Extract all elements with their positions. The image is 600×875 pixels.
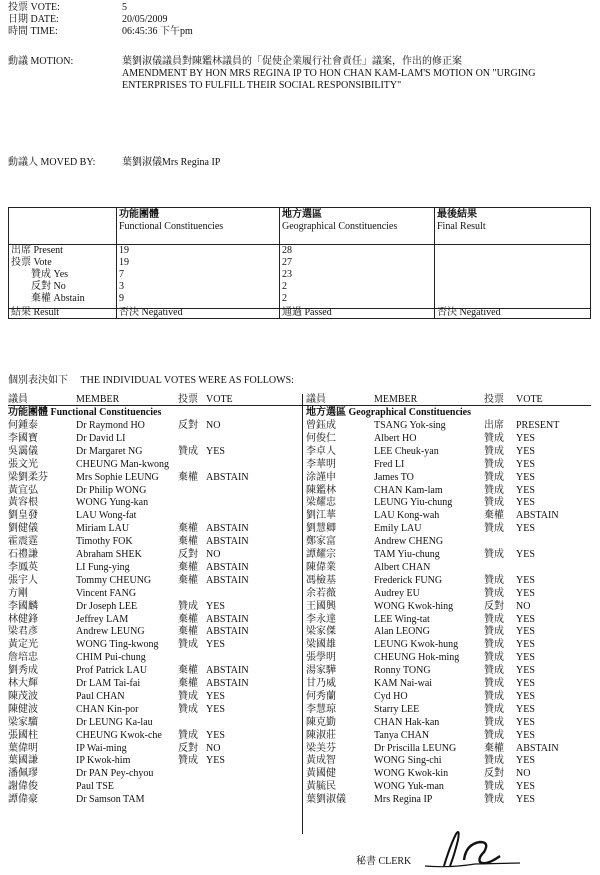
member-name-en: Paul CHAN <box>76 690 125 702</box>
vote-zh: 贊成 <box>484 781 504 793</box>
vote-zh: 反對 <box>178 420 198 431</box>
member-name-en: Dr David LI <box>76 432 126 444</box>
member-name-zh: 霍震霆 <box>8 536 38 548</box>
vote-en: YES <box>516 458 535 470</box>
row-present-gc: 28 <box>282 245 292 256</box>
vote-en: ABSTAIN <box>206 523 249 535</box>
member-name-en: Dr Philip WONG <box>76 484 147 496</box>
vote-en: NO <box>206 420 221 431</box>
member-name-en: WONG Ting-kwong <box>76 639 159 651</box>
summary-table <box>8 207 591 319</box>
member-name-en: Albert CHAN <box>374 561 431 573</box>
member-name-zh: 梁家騮 <box>8 716 38 728</box>
vote-zh: 贊成 <box>484 523 504 535</box>
member-name-zh: 謝偉俊 <box>8 781 38 793</box>
vote-zh: 贊成 <box>484 587 504 599</box>
hdr-vote: VOTE <box>206 394 233 405</box>
member-name-zh: 陳偉業 <box>306 561 336 573</box>
vote-en: NO <box>516 600 531 612</box>
member-name-zh: 劉秀成 <box>8 665 38 677</box>
member-name-en: Miriam LAU <box>76 523 130 535</box>
hdr-member-zh: 議員 <box>306 394 326 405</box>
vote-zh: 棄權 <box>178 561 198 573</box>
member-name-en: Timothy FOK <box>76 536 133 548</box>
member-name-en: Andrew LEUNG <box>76 626 145 638</box>
vote-en: ABSTAIN <box>206 574 249 586</box>
hdr-member-zh: 議員 <box>8 394 28 405</box>
vote-zh: 贊成 <box>484 794 504 806</box>
member-name-zh: 黃宜弘 <box>8 484 38 496</box>
member-name-zh: 李鳳英 <box>8 561 38 573</box>
member-name-en: WONG Sing-chi <box>374 755 442 767</box>
member-name-zh: 張國柱 <box>8 729 38 741</box>
vote-en: NO <box>206 742 221 754</box>
member-name-en: Dr Samson TAM <box>76 794 145 806</box>
vote-en: YES <box>516 445 535 457</box>
member-name-zh: 葉國謙 <box>8 755 38 767</box>
vote-zh: 贊成 <box>178 639 198 651</box>
hdr-vote-zh: 投票 <box>178 394 198 405</box>
clerk-signature <box>420 826 530 872</box>
vote-en: YES <box>516 794 535 806</box>
member-name-zh: 李華明 <box>306 458 336 470</box>
vote-en: ABSTAIN <box>206 536 249 548</box>
row-present-label: 出席 Present <box>11 245 63 256</box>
vote-en: ABSTAIN <box>206 613 249 625</box>
date-label: 日期 DATE: <box>8 14 59 25</box>
vote-en: YES <box>516 587 535 599</box>
member-name-en: Prof Patrick LAU <box>76 665 148 677</box>
vote-zh: 棄權 <box>178 574 198 586</box>
member-name-zh: 吳靄儀 <box>8 445 38 457</box>
vote-en: YES <box>516 613 535 625</box>
member-name-zh: 張文光 <box>8 458 38 470</box>
member-name-en: Albert HO <box>374 432 417 444</box>
member-name-en: Dr Raymond HO <box>76 420 145 431</box>
member-name-zh: 陳茂波 <box>8 690 38 702</box>
result-fc: 否決 Negatived <box>119 307 183 318</box>
member-name-en: Emily LAU <box>374 523 422 535</box>
mover-label: 動議人 MOVED BY: <box>8 157 96 168</box>
result-final: 否決 Negatived <box>437 307 501 318</box>
member-name-zh: 余若薇 <box>306 587 336 599</box>
row-vote-label: 投票 Vote <box>11 257 52 268</box>
member-name-en: WONG Kwok-hing <box>374 600 454 612</box>
vote-zh: 反對 <box>484 768 504 780</box>
member-name-en: WONG Kwok-kin <box>374 768 449 780</box>
vote-en: YES <box>516 626 535 638</box>
member-name-en: Mrs Regina IP <box>374 794 433 806</box>
member-name-en: WONG Yung-kan <box>76 497 149 509</box>
vote-zh: 贊成 <box>484 703 504 715</box>
member-name-zh: 張宇人 <box>8 574 38 586</box>
result-gc: 通過 Passed <box>282 307 332 318</box>
hdr-member: MEMBER <box>374 394 418 405</box>
vote-en: NO <box>206 549 221 560</box>
member-name-zh: 鄭家富 <box>306 536 336 548</box>
row-no-gc: 2 <box>282 281 287 292</box>
gc-section-title: 地方選區 Geographical Constituencies <box>306 407 471 418</box>
member-name-en: Starry LEE <box>374 703 420 715</box>
vote-zh: 贊成 <box>484 471 504 483</box>
vote-en: YES <box>206 690 225 702</box>
vote-label: 投票 VOTE: <box>8 2 60 13</box>
row-no-label: 反對 No <box>31 281 66 292</box>
member-name-en: LEUNG Kwok-hung <box>374 639 459 651</box>
vote-zh: 反對 <box>178 742 198 754</box>
vote-en: YES <box>206 639 225 651</box>
member-name-en: Jeffrey LAM <box>76 613 129 625</box>
row-yes-label: 贊成 Yes <box>31 269 69 280</box>
vote-zh: 贊成 <box>484 678 504 689</box>
vote-zh: 贊成 <box>484 690 504 702</box>
vote-en: YES <box>516 471 535 483</box>
member-name-en: Audrey EU <box>374 587 420 599</box>
member-name-zh: 譚耀宗 <box>306 549 336 560</box>
col-gc-zh: 地方選區 <box>282 209 322 220</box>
motion-title-en-line1: AMENDMENT BY HON MRS REGINA IP TO HON CHAN KAM-LAM'S MOTION ON "URGING <box>122 68 536 79</box>
hdr-vote: VOTE <box>516 394 543 405</box>
member-name-en: Cyd HO <box>374 690 408 702</box>
member-name-en: Abraham SHEK <box>76 549 142 560</box>
member-name-en: Paul TSE <box>76 781 114 793</box>
vote-en: YES <box>516 432 535 444</box>
fc-section-title: 功能團體 Functional Constituencies <box>8 407 162 418</box>
row-abstain-label: 棄權 Abstain <box>31 293 85 304</box>
vote-en: YES <box>516 652 535 664</box>
row-vote-fc: 19 <box>119 257 129 268</box>
member-name-zh: 葉劉淑儀 <box>306 794 346 806</box>
member-name-zh: 林健鋒 <box>8 613 38 625</box>
member-name-zh: 李國麟 <box>8 600 38 612</box>
member-name-zh: 李永達 <box>306 613 336 625</box>
member-name-en: LI Fung-ying <box>76 561 130 573</box>
vote-en: YES <box>516 781 535 793</box>
member-name-zh: 陳淑莊 <box>306 729 336 741</box>
vote-zh: 贊成 <box>178 755 198 767</box>
member-name-zh: 湯家驊 <box>306 665 336 677</box>
vote-zh: 贊成 <box>484 484 504 496</box>
member-name-en: Dr PAN Pey-chyou <box>76 768 154 780</box>
row-yes-fc: 7 <box>119 269 124 280</box>
member-name-en: KAM Nai-wai <box>374 678 433 689</box>
date-value: 20/05/2009 <box>122 14 168 25</box>
vote-zh: 贊成 <box>484 574 504 586</box>
vote-en: PRESENT <box>516 420 560 431</box>
vote-en: YES <box>206 729 225 741</box>
vote-zh: 贊成 <box>178 690 198 702</box>
vote-zh: 棄權 <box>484 742 504 754</box>
vote-en: YES <box>516 639 535 651</box>
member-name-zh: 葉偉明 <box>8 742 38 754</box>
vote-en: YES <box>516 755 535 767</box>
member-name-en: CHAN Hak-kan <box>374 716 440 728</box>
vote-en: YES <box>516 703 535 715</box>
vote-en: YES <box>206 755 225 767</box>
vote-zh: 贊成 <box>484 458 504 470</box>
member-name-zh: 黃國健 <box>306 768 336 780</box>
member-name-zh: 潘佩璆 <box>8 768 38 780</box>
vote-en: YES <box>516 729 535 741</box>
mover-value: 葉劉淑儀Mrs Regina IP <box>122 157 221 168</box>
member-name-zh: 李慧琼 <box>306 703 336 715</box>
member-name-zh: 何鍾泰 <box>8 420 38 431</box>
vote-zh: 贊成 <box>484 716 504 728</box>
vote-zh: 贊成 <box>484 549 504 560</box>
member-name-zh: 梁家傑 <box>306 626 336 638</box>
member-name-zh: 劉江華 <box>306 510 336 522</box>
row-present-fc: 19 <box>119 245 129 256</box>
member-name-en: IP Kwok-him <box>76 755 131 767</box>
member-name-zh: 張學明 <box>306 652 336 664</box>
vote-zh: 贊成 <box>178 703 198 715</box>
vote-en: YES <box>516 678 535 689</box>
vote-zh: 贊成 <box>484 626 504 638</box>
member-name-en: LEE Wing-tat <box>374 613 430 625</box>
individual-votes-intro: 個別表決如下 THE INDIVIDUAL VOTES WERE AS FOLLOWS: <box>8 375 294 386</box>
member-name-en: Dr LEUNG Ka-lau <box>76 716 153 728</box>
member-name-zh: 劉健儀 <box>8 523 38 535</box>
row-abstain-fc: 9 <box>119 293 124 304</box>
vote-en: YES <box>516 665 535 677</box>
vote-en: YES <box>516 523 535 535</box>
member-name-zh: 梁君彥 <box>8 626 38 638</box>
member-name-en: CHEUNG Kwok-che <box>76 729 162 741</box>
vote-zh: 贊成 <box>484 652 504 664</box>
member-name-zh: 陳鑑林 <box>306 484 336 496</box>
member-name-zh: 陳克勤 <box>306 716 336 728</box>
hdr-vote-zh: 投票 <box>484 394 504 405</box>
vote-zh: 出席 <box>484 420 504 431</box>
member-name-en: Dr LAM Tai-fai <box>76 678 141 689</box>
member-name-zh: 甘乃威 <box>306 678 336 689</box>
member-name-zh: 曾鈺成 <box>306 420 336 431</box>
vote-en: ABSTAIN <box>516 742 559 754</box>
member-name-en: Alan LEONG <box>374 626 430 638</box>
member-name-zh: 梁國雄 <box>306 639 336 651</box>
vote-number: 5 <box>122 2 127 13</box>
member-name-en: CHEUNG Man-kwong <box>76 458 170 470</box>
vote-en: YES <box>516 497 535 509</box>
row-no-fc: 3 <box>119 281 124 292</box>
member-name-en: CHAN Kam-lam <box>374 484 443 496</box>
member-name-en: CHEUNG Hok-ming <box>374 652 460 664</box>
vote-zh: 反對 <box>178 549 198 560</box>
vote-en: YES <box>206 703 225 715</box>
col-fc-zh: 功能團體 <box>119 209 159 220</box>
vote-zh: 棄權 <box>178 613 198 625</box>
member-name-zh: 劉皇發 <box>8 510 38 522</box>
member-name-zh: 黃容根 <box>8 497 38 509</box>
member-name-zh: 涂謹申 <box>306 471 336 483</box>
member-name-en: Andrew CHENG <box>374 536 444 548</box>
vote-zh: 贊成 <box>484 613 504 625</box>
member-name-zh: 詹培忠 <box>8 652 38 664</box>
member-name-en: CHIM Pui-chung <box>76 652 146 664</box>
vote-zh: 贊成 <box>484 445 504 457</box>
member-name-en: Frederick FUNG <box>374 574 443 586</box>
member-name-en: Fred LI <box>374 458 405 470</box>
vote-zh: 棄權 <box>178 471 198 483</box>
member-name-zh: 馮檢基 <box>306 574 336 586</box>
vote-zh: 棄權 <box>178 626 198 638</box>
vote-zh: 棄權 <box>484 510 504 522</box>
member-name-zh: 何秀蘭 <box>306 690 336 702</box>
member-name-en: Ronny TONG <box>374 665 431 677</box>
vote-en: ABSTAIN <box>206 665 249 677</box>
vote-zh: 贊成 <box>178 600 198 612</box>
vote-zh: 贊成 <box>484 432 504 444</box>
vote-zh: 贊成 <box>484 665 504 677</box>
vote-zh: 贊成 <box>484 755 504 767</box>
member-name-en: TAM Yiu-chung <box>374 549 440 560</box>
member-name-zh: 梁劉柔芬 <box>8 471 48 483</box>
vote-zh: 棄權 <box>178 665 198 677</box>
col-final-en: Final Result <box>437 221 486 232</box>
col-gc-en: Geographical Constituencies <box>282 221 398 232</box>
vote-en: ABSTAIN <box>206 561 249 573</box>
vote-en: YES <box>516 549 535 560</box>
member-name-zh: 劉慧卿 <box>306 523 336 535</box>
member-name-zh: 梁耀忠 <box>306 497 336 509</box>
member-name-zh: 李國寶 <box>8 432 38 444</box>
vote-en: ABSTAIN <box>206 626 249 638</box>
vote-en: YES <box>516 716 535 728</box>
member-name-en: LEE Cheuk-yan <box>374 445 439 457</box>
vote-zh: 贊成 <box>178 729 198 741</box>
member-name-en: IP Wai-ming <box>76 742 127 754</box>
member-name-en: Dr Joseph LEE <box>76 600 138 612</box>
member-name-zh: 李卓人 <box>306 445 336 457</box>
member-name-zh: 黃定光 <box>8 639 38 651</box>
member-name-zh: 石禮謙 <box>8 549 38 560</box>
member-name-zh: 陳健波 <box>8 703 38 715</box>
member-name-en: Dr Priscilla LEUNG <box>374 742 457 754</box>
member-name-en: Tanya CHAN <box>374 729 430 741</box>
vote-en: NO <box>516 768 531 780</box>
col-fc-en: Functional Constituencies <box>119 221 224 232</box>
member-name-zh: 黃毓民 <box>306 781 336 793</box>
result-label: 結果 Result <box>11 307 60 318</box>
motion-title-zh: 葉劉淑儀議員對陳鑑林議員的「促使企業履行社會責任」議案，作出的修正案 <box>122 56 462 67</box>
member-name-en: Tommy CHEUNG <box>76 574 152 586</box>
row-vote-gc: 27 <box>282 257 292 268</box>
clerk-label: 秘書 CLERK <box>356 856 412 867</box>
vote-en: YES <box>516 574 535 586</box>
member-name-zh: 何俊仁 <box>306 432 336 444</box>
member-name-en: WONG Yuk-man <box>374 781 444 793</box>
time-value: 06:45:36 下午pm <box>122 26 193 37</box>
vote-en: YES <box>206 600 225 612</box>
member-name-en: TSANG Yok-sing <box>374 420 446 431</box>
member-name-en: LAU Kong-wah <box>374 510 440 522</box>
member-name-en: Dr Margaret NG <box>76 445 143 457</box>
member-name-zh: 黃成智 <box>306 755 336 767</box>
vote-en: YES <box>516 690 535 702</box>
time-label: 時間 TIME: <box>8 26 58 37</box>
vote-zh: 贊成 <box>484 639 504 651</box>
vote-zh: 棄權 <box>178 678 198 689</box>
vote-en: ABSTAIN <box>516 510 559 522</box>
row-yes-gc: 23 <box>282 269 292 280</box>
motion-label: 動議 MOTION: <box>8 56 74 67</box>
member-name-en: Vincent FANG <box>76 587 137 599</box>
member-name-en: LEUNG Yiu-chung <box>374 497 453 509</box>
vote-zh: 棄權 <box>178 536 198 548</box>
motion-title-en-line2: ENTERPRISES TO FULFILL THEIR SOCIAL RESPONSIBILITY" <box>122 80 402 91</box>
vote-zh: 贊成 <box>484 497 504 509</box>
member-name-en: LAU Wong-fat <box>76 510 137 522</box>
member-name-zh: 王國興 <box>306 600 336 612</box>
member-name-en: Mrs Sophie LEUNG <box>76 471 159 483</box>
vote-en: YES <box>516 484 535 496</box>
member-name-en: CHAN Kin-por <box>76 703 139 715</box>
member-name-zh: 林大輝 <box>8 678 38 689</box>
vote-zh: 贊成 <box>484 729 504 741</box>
row-abstain-gc: 2 <box>282 293 287 304</box>
member-name-zh: 梁美芬 <box>306 742 336 754</box>
vote-en: YES <box>206 445 225 457</box>
member-name-zh: 譚偉豪 <box>8 794 38 806</box>
vote-zh: 贊成 <box>178 445 198 457</box>
hdr-member: MEMBER <box>76 394 120 405</box>
vote-en: ABSTAIN <box>206 678 249 689</box>
col-final-zh: 最後結果 <box>437 209 477 220</box>
vote-zh: 反對 <box>484 600 504 612</box>
member-name-zh: 方剛 <box>8 587 28 599</box>
vote-zh: 棄權 <box>178 523 198 535</box>
vote-en: ABSTAIN <box>206 471 249 483</box>
member-name-en: James TO <box>374 471 414 483</box>
